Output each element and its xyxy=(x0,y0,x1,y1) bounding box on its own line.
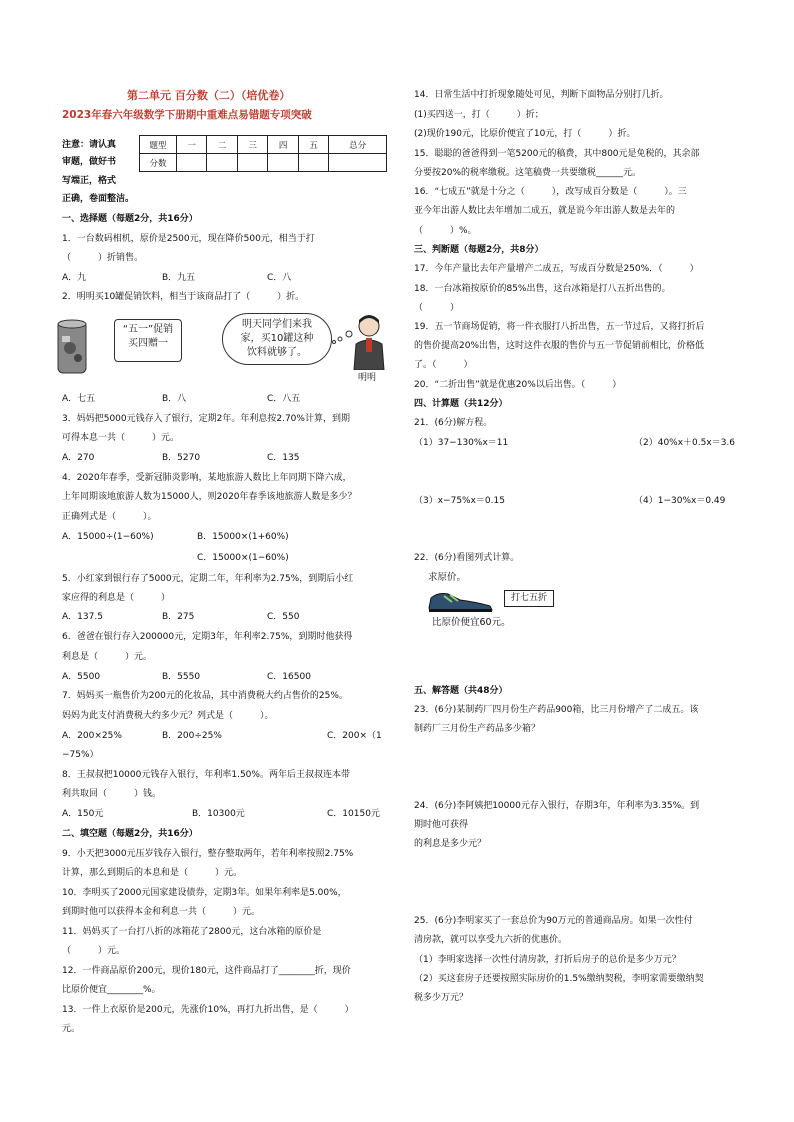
drink-can-image xyxy=(54,318,92,376)
score-header-cell: 三 xyxy=(237,136,267,154)
question-line: （ ）%。 xyxy=(414,226,477,236)
option-b: B．九五 xyxy=(162,273,196,283)
question-23: 23．(6分)某制药厂四月份生产药品900箱，比三月份增产了二成五。该 xyxy=(414,705,699,715)
question-line: （ ）折销售。 xyxy=(62,253,144,263)
question-22: 22．(6分)看图列式计算。 xyxy=(414,553,520,563)
question-4: 4．2020年春季，受新冠肺炎影响，某地旅游人数比上年同期下降六成， xyxy=(62,473,352,483)
question-line: 的利息是多少元？ xyxy=(414,839,487,849)
question-18: 18．一台冰箱按原价的85%出售，这台冰箱是打八五折出售的。 xyxy=(414,284,671,294)
option-c-continued: −75%） xyxy=(62,750,99,760)
question-line: 元。 xyxy=(62,1024,81,1034)
score-header-cell: 二 xyxy=(207,136,237,154)
question-7: 7．妈妈买一瓶售价为200元的化妆品，其中消费税大约占售价的25%。 xyxy=(62,691,348,701)
option-c: C．八 xyxy=(267,273,292,283)
score-cell xyxy=(329,154,387,172)
option-a: A．270 xyxy=(62,453,95,463)
equation-2: （2）40%x＋0.5x＝3.6 xyxy=(634,438,736,448)
option-c: C．135 xyxy=(267,453,300,463)
promo-text: “五一”促销 xyxy=(122,324,174,335)
question-17: 17．今年产量比去年产量增产二成五，写成百分数是250%．（ ） xyxy=(414,264,699,274)
score-cell xyxy=(177,154,207,172)
question-25: 25．(6分)李明家买了一套总价为90万元的普通商品房。如果一次性付 xyxy=(414,916,693,926)
question-line: 到期时他可以获得本金和利息一共（ ）元。 xyxy=(62,907,261,917)
option-c: C．15000×(1−60%) xyxy=(197,553,289,563)
figure-label: 求原价。 xyxy=(428,572,467,583)
question-line: 亚今年出游人数比去年增加二成五，就是说今年出游人数是去年的 xyxy=(414,206,676,216)
speech-bubble xyxy=(222,313,332,365)
shoe-image xyxy=(426,588,496,614)
question-line: （ ） xyxy=(414,303,460,313)
option-a: A．15000÷(1−60%) xyxy=(62,532,154,542)
score-row-label: 分数 xyxy=(140,154,177,172)
question-9: 9．小天把3000元压岁钱存入银行，整存整取两年，若年利率按照2.75% xyxy=(62,849,354,859)
equation-1: （1）37−130%x＝11 xyxy=(414,438,509,448)
exam-subtitle: 2023年春六年级数学下册期中重难点易错题专项突破 xyxy=(62,109,312,121)
question-line: 期时他可获得 xyxy=(414,820,469,830)
question-line: 分要按20%的税率缴税。这笔稿费一共要缴税______元。 xyxy=(414,168,642,178)
question-8: 8．王叔叔把10000元钱存入银行，年利率1.50%。两年后王叔叔连本带 xyxy=(62,770,350,780)
question-line: (2)现价190元，比原价便宜了10元，打（ ）折。 xyxy=(414,129,636,139)
notice-line: 审题，做好书 xyxy=(62,157,117,167)
question-19: 19．五一节商场促销，将一件衣服打八折出售，五一节过后，又将打折后 xyxy=(414,322,705,332)
figure-label: 比原价便宜60元。 xyxy=(432,617,511,628)
option-b: B．275 xyxy=(162,612,195,622)
promo-sign xyxy=(114,319,182,362)
score-header-cell: 题型 xyxy=(140,136,177,154)
question-line: 比原价便宜________%。 xyxy=(62,985,161,995)
option-c: C．八五 xyxy=(267,394,301,404)
option-b: B．200÷25% xyxy=(162,731,222,741)
question-line: 正确列式是（ ）。 xyxy=(62,512,157,522)
option-c: C．200×（1 xyxy=(327,731,382,741)
speech-text: 明天同学们来我 xyxy=(242,319,312,330)
section-heading: 三、判断题（每题2分，共8分） xyxy=(414,245,544,255)
question-24: 24．(6分)李阿姨把10000元存入银行，存期3年，年利率为3.35%。到 xyxy=(414,801,700,811)
question-line: (1)买四送一，打（ ）折； xyxy=(414,110,544,120)
speech-text: 家，买10罐这种 xyxy=(240,333,314,344)
question-12: 12．一件商品原价200元，现价180元，这件商品打了________折，现价 xyxy=(62,966,351,976)
option-b: B．10300元 xyxy=(192,809,245,819)
option-b: B．5270 xyxy=(162,453,201,463)
option-b: B．八 xyxy=(162,394,187,404)
question-line: （ ）元。 xyxy=(62,946,126,956)
score-cell xyxy=(207,154,237,172)
score-cell xyxy=(268,154,298,172)
score-cell xyxy=(298,154,328,172)
question-line: 制药厂三月份生产药品多少箱？ xyxy=(414,724,541,734)
sub-question-2: （2）买这套房子还要按照实际房价的1.5%缴纳契税，李明家需要缴纳契 xyxy=(414,974,704,984)
question-line: 上年同期该地旅游人数为15000人，则2020年春季该地旅游人数是多少？ xyxy=(62,492,357,502)
option-a: A．200×25% xyxy=(62,731,122,741)
question-line: 利共取回（ ）钱。 xyxy=(62,789,162,799)
equation-3: （3）x−75%x＝0.15 xyxy=(414,496,505,506)
option-a: A．150元 xyxy=(62,809,104,819)
equation-4: （4）1−30%x＝0.49 xyxy=(634,496,726,506)
question-line: 清房款，就可以享受九六折的优惠价。 xyxy=(414,935,568,945)
question-line: 的售价提高20%出售，这时这件衣服的售价与五一节促销前相比，价格低 xyxy=(414,341,705,351)
score-header-cell: 五 xyxy=(298,136,328,154)
question-20: 20．“二折出售”就是优惠20%以后出售。（ ） xyxy=(414,380,622,390)
question-6: 6．爸爸在银行存入200000元，定期3年，年利率2.75%，到期时他获得 xyxy=(62,632,353,642)
question-11: 11．妈妈买了一台打八折的冰箱花了2800元，这台冰箱的原价是 xyxy=(62,927,322,937)
question-14: 14．日常生活中打折现象随处可见，判断下面物品分别打几折。 xyxy=(414,90,669,100)
section-heading: 四、计算题（共12分） xyxy=(414,399,508,409)
score-table xyxy=(139,135,387,172)
score-header-cell: 总分 xyxy=(329,136,387,154)
option-a: A．5500 xyxy=(62,672,101,682)
section-heading: 一、选择题（每题2分，共16分） xyxy=(62,214,198,224)
question-13: 13．一件上衣原价是200元，先涨价10%，再打九折出售，是（ ） xyxy=(62,1005,354,1015)
question-2: 2．明明买10罐促销饮料，相当于该商品打了（ ）折。 xyxy=(62,292,305,302)
question-21: 21．(6分)解方程。 xyxy=(414,418,493,428)
section-heading: 五、解答题（共48分） xyxy=(414,686,508,696)
promo-text: 买四赠一 xyxy=(128,338,168,349)
sub-question-1: （1）李明家选择一次性付清房款，打折后房子的总价是多少万元？ xyxy=(414,955,681,965)
option-a: A．七五 xyxy=(62,394,96,404)
section-heading: 二、填空题（每题2分，共16分） xyxy=(62,829,198,839)
option-c: C．550 xyxy=(267,612,300,622)
discount-tag: 打七五折 xyxy=(504,590,554,607)
score-cell xyxy=(237,154,267,172)
option-c: C．10150元 xyxy=(327,809,380,819)
question-line: 家应得的利息是（ ） xyxy=(62,593,171,603)
option-a: A．137.5 xyxy=(62,612,103,622)
option-a: A．九 xyxy=(62,273,87,283)
question-15: 15．聪聪的爸爸得到一笔5200元的稿费，其中800元是免税的，其余部 xyxy=(414,149,700,159)
question-line: 妈妈为此支付消费税大约多少元？列式是（ ）。 xyxy=(62,711,274,721)
question-line: 可得本息一共（ ）元。 xyxy=(62,433,180,443)
question-line: 了。（ ） xyxy=(414,360,473,370)
question-1: 1．一台数码相机，原价是2500元，现在降价500元，相当于打 xyxy=(62,234,315,244)
question-line: 税多少万元？ xyxy=(414,993,469,1003)
notice-line: 正确，卷面整洁。 xyxy=(62,194,135,204)
person-label: 明明 xyxy=(358,373,377,383)
score-header-cell: 四 xyxy=(268,136,298,154)
unit-title: 第二单元 百分数（二）（培优卷） xyxy=(127,89,291,102)
boy-figure xyxy=(346,312,392,370)
option-b: B．15000×(1+60%) xyxy=(197,532,289,542)
notice-line: 注意：请认真 xyxy=(62,140,117,150)
question-3: 3．妈妈把5000元钱存入了银行，定期2年。年利息按2.70%计算，到期 xyxy=(62,414,350,424)
score-header-cell: 一 xyxy=(177,136,207,154)
question-10: 10．李明买了2000元国家建设债券，定期3年。如果年利率是5.00%， xyxy=(62,888,347,898)
question-5: 5．小红家到银行存了5000元，定期二年，年利率为2.75%，到期后小红 xyxy=(62,574,354,584)
option-b: B．5550 xyxy=(162,672,201,682)
speech-text: 饮料就够了。 xyxy=(247,347,307,358)
question-line: 利息是（ ）元。 xyxy=(62,652,153,662)
option-c: C．16500 xyxy=(267,672,311,682)
question-line: 计算，那么到期后的本息和是（ ）元。 xyxy=(62,868,243,878)
notice-line: 写端正，格式 xyxy=(62,176,117,186)
question-16: 16．“七成五”就是十分之（ ），改写成百分数是（ ）。三 xyxy=(414,187,687,197)
